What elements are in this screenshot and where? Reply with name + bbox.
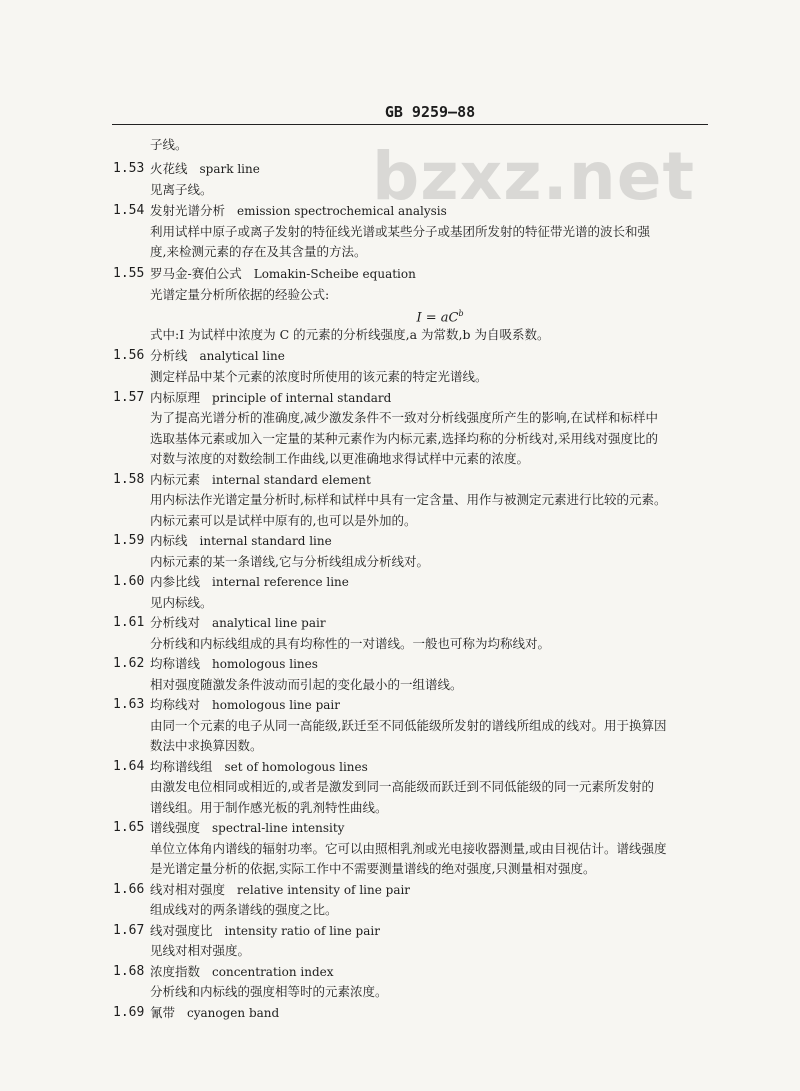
entry-body-line: 单位立体角内谱线的辐射功率。它可以由照相乳剂或光电接收器测量,或由目视估计。谱线强度 (150, 841, 667, 856)
entry-body-line: 光谱定量分析所依据的经验公式: (150, 287, 330, 302)
term-zh: 线对相对强度 (150, 882, 226, 897)
entry-body-line: 分析线和内标线组成的具有均称性的一对谱线。一般也可称为均称线对。 (150, 636, 551, 651)
term-en: analytical line (199, 349, 285, 363)
term-zh: 内标原理 (150, 390, 201, 405)
term-zh: 均称线对 (150, 697, 201, 712)
term-zh: 火花线 (150, 161, 188, 176)
entry-term (150, 964, 334, 980)
entry-body-line: 内标元素的某一条谱线,它与分析线组成分析线对。 (150, 554, 429, 569)
entry-body-line: 为了提高光谱分析的准确度,减少激发条件不一致对分析线强度所产生的影响,在试样和标样中 (150, 410, 658, 425)
entry-body-line: 谱线组。用于制作感光板的乳剂特性曲线。 (150, 800, 388, 815)
entry-number: 1.58 (113, 472, 145, 487)
entry-body-line: 度,来检测元素的存在及其含量的方法。 (150, 244, 367, 259)
term-en: spark line (199, 162, 260, 176)
entry-body-line: 数法中求换算因数。 (150, 738, 263, 753)
entry-term (150, 697, 340, 713)
entry-term (150, 348, 285, 364)
term-en: internal standard element (212, 473, 371, 487)
formula-exponent: b (458, 309, 464, 318)
entry-body-line: 用内标法作光谱定量分析时,标样和试样中具有一定含量、用作与被测定元素进行比较的元素。 (150, 492, 667, 507)
term-zh: 内标元素 (150, 472, 201, 487)
entry-number: 1.61 (113, 615, 145, 630)
term-en: homologous line pair (212, 698, 340, 712)
term-en: Lomakin-Scheibe equation (253, 267, 416, 281)
entry-number: 1.69 (113, 1005, 145, 1020)
term-zh: 氰带 (150, 1005, 176, 1020)
entry-number: 1.54 (113, 203, 145, 218)
entry-number: 1.62 (113, 656, 145, 671)
term-zh: 均称谱线 (150, 656, 201, 671)
term-zh: 均称谱线组 (150, 759, 213, 774)
entry-term (150, 266, 416, 282)
watermark: bzxz.net (372, 138, 696, 215)
entry-body-line: 组成线对的两条谱线的强度之比。 (150, 902, 338, 917)
standard-number: GB 9259—88 (384, 103, 476, 121)
term-en: internal reference line (212, 575, 349, 589)
term-zh: 线对强度比 (150, 923, 213, 938)
entry-body-line: 利用试样中原子或离子发射的特征线光谱或某些分子或基团所发射的特征带光谱的波长和强 (150, 224, 651, 239)
entry-body-line: 内标元素可以是试样中原有的,也可以是外加的。 (150, 513, 417, 528)
entry-term (150, 533, 332, 549)
entry-body-line: 对数与浓度的对数绘制工作曲线,以更准确地求得试样中元素的浓度。 (150, 451, 529, 466)
term-zh: 谱线强度 (150, 820, 201, 835)
term-zh: 分析线对 (150, 615, 201, 630)
term-zh: 内标线 (150, 533, 188, 548)
entry-number: 1.63 (113, 697, 145, 712)
formula-main: I = aC (416, 310, 459, 326)
entry-term (150, 923, 380, 939)
entry-body-line: 相对强度随激发条件波动而引起的变化最小的一组谱线。 (150, 677, 463, 692)
term-en: intensity ratio of line pair (224, 924, 380, 938)
term-en: analytical line pair (212, 616, 326, 630)
entry-body-line: 测定样品中某个元素的浓度时所使用的该元素的特定光谱线。 (150, 369, 488, 384)
term-zh: 发射光谱分析 (150, 203, 226, 218)
entry-term (150, 472, 371, 488)
formula (40, 306, 800, 326)
term-zh: 浓度指数 (150, 964, 201, 979)
entry-body-line: 见离子线。 (150, 182, 213, 197)
entry-term (150, 656, 318, 672)
term-en: concentration index (212, 965, 334, 979)
entry-term (150, 161, 260, 177)
entry-term (150, 820, 344, 836)
entry-number: 1.59 (113, 533, 145, 548)
entry-body-line: 分析线和内标线的强度相等时的元素浓度。 (150, 984, 388, 999)
entry-term (150, 1005, 279, 1021)
entry-number: 1.67 (113, 923, 145, 938)
entry-number: 1.60 (113, 574, 145, 589)
term-en: relative intensity of line pair (237, 883, 411, 897)
entry-term (150, 390, 391, 406)
entry-number: 1.57 (113, 390, 145, 405)
intro-continuation: 子线。 (150, 137, 188, 152)
entry-number: 1.55 (113, 266, 145, 281)
header-rule (112, 124, 708, 125)
term-en: internal standard line (199, 534, 332, 548)
term-zh: 罗马金-赛伯公式 (150, 266, 242, 281)
term-zh: 内参比线 (150, 574, 201, 589)
term-zh: 分析线 (150, 348, 188, 363)
entry-term (150, 882, 410, 898)
entry-number: 1.65 (113, 820, 145, 835)
entry-number: 1.64 (113, 759, 145, 774)
entry-number: 1.53 (113, 161, 145, 176)
entry-term (150, 574, 349, 590)
term-en: cyanogen band (187, 1006, 280, 1020)
entry-body-line: 由同一个元素的电子从同一高能级,跃迁至不同低能级所发射的谱线所组成的线对。用于换算因 (150, 718, 667, 733)
entry-body-line: 见线对相对强度。 (150, 943, 251, 958)
entry-body-line: 式中:I 为试样中浓度为 C 的元素的分析线强度,a 为常数,b 为自吸系数。 (150, 327, 550, 342)
entry-term (150, 759, 368, 775)
entry-body-line: 由激发电位相同或相近的,或者是激发到同一高能级而跃迁到不同低能级的同一元素所发射的 (150, 779, 654, 794)
entry-number: 1.56 (113, 348, 145, 363)
term-en: homologous lines (212, 657, 318, 671)
term-en: set of homologous lines (224, 760, 368, 774)
entry-term (150, 615, 326, 631)
entry-body-line: 选取基体元素或加入一定量的某种元素作为内标元素,选择均称的分析线对,采用线对强度比的 (150, 431, 658, 446)
entry-number: 1.66 (113, 882, 145, 897)
term-en: emission spectrochemical analysis (237, 204, 447, 218)
term-en: spectral-line intensity (212, 821, 345, 835)
page-header (0, 103, 800, 121)
entry-body-line: 见内标线。 (150, 595, 213, 610)
entry-body-line: 是光谱定量分析的依据,实际工作中不需要测量谱线的绝对强度,只测量相对强度。 (150, 861, 596, 876)
entry-term (150, 203, 447, 219)
term-en: principle of internal standard (212, 391, 392, 405)
entry-number: 1.68 (113, 964, 145, 979)
